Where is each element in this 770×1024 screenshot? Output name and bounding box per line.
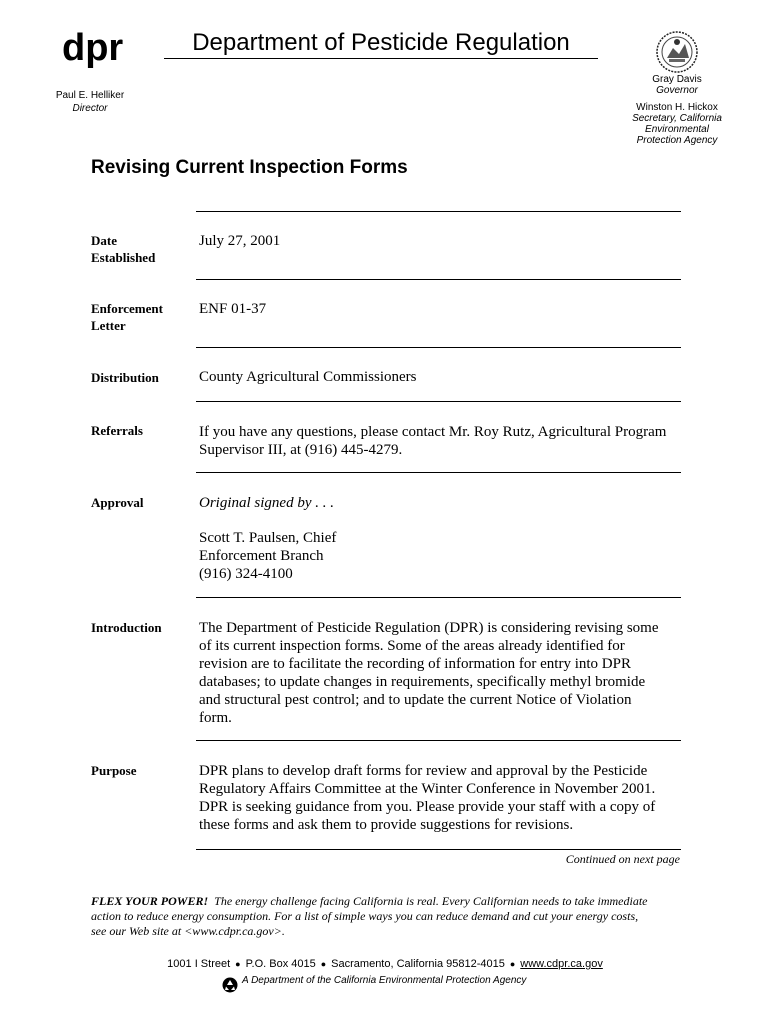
field-label-enforcement-letter: Enforcement Letter xyxy=(91,301,163,333)
field-value-date: July 27, 2001 xyxy=(199,233,281,249)
director-block xyxy=(30,89,150,115)
signer-branch: Enforcement Branch xyxy=(199,548,324,564)
recycle-icon xyxy=(222,977,238,993)
logo-text: dpr xyxy=(62,28,124,69)
address-city: Sacramento, California 95812-4015 xyxy=(331,958,505,970)
flex-line-3: see our Web site at <www.cdpr.ca.gov>. xyxy=(91,924,285,938)
signer-name: Scott T. Paulsen, Chief xyxy=(199,530,337,546)
divider xyxy=(196,849,681,850)
divider xyxy=(196,279,681,280)
website-link[interactable]: www.cdpr.ca.gov xyxy=(520,958,603,970)
state-seal-icon xyxy=(655,30,699,74)
signed-line: Original signed by . . . xyxy=(199,495,334,511)
divider xyxy=(196,347,681,348)
address-po: P.O. Box 4015 xyxy=(245,958,316,970)
divider xyxy=(196,211,681,212)
divider xyxy=(196,472,681,473)
field-value-distribution: County Agricultural Commissioners xyxy=(199,369,417,385)
field-value-referrals: If you have any questions, please contact Mr. Roy Rutz, Agricultural Program Supervisor III, at (916) 445-4279. xyxy=(199,424,667,458)
field-label-introduction: Introduction xyxy=(91,620,162,635)
field-value-introduction: The Department of Pesticide Regulation (DPR) is considering revising some of its current inspection forms. Some of the areas already identified for revision are to facilitate the recording of information for entry into DPR databases; to update changes in requirements, specifically methyl bromide and structural pest control; and to update the current Notice of Violation form. xyxy=(199,620,659,726)
director-name: Paul E. Helliker xyxy=(55,90,125,101)
continued-note: Continued on next page xyxy=(565,852,680,866)
governor-block xyxy=(620,74,734,146)
flex-your-power-notice xyxy=(91,894,691,939)
footer-address: 1001 I Street ● P.O. Box 4015 ● Sacramento, California 95812-4015 ● www.cdpr.ca.gov xyxy=(167,958,603,970)
dpr-logo xyxy=(62,28,124,76)
flex-lead: FLEX YOUR POWER! xyxy=(91,894,209,908)
secretary-title: Secretary, California xyxy=(632,113,722,124)
signer-phone: (916) 324-4100 xyxy=(199,566,293,582)
secretary-title-3: Protection Agency xyxy=(636,135,718,146)
divider xyxy=(196,401,681,402)
divider xyxy=(196,597,681,598)
secretary-title-2: Environmental xyxy=(645,124,709,135)
field-label-date-established: Date Established xyxy=(91,233,156,265)
field-value-approval xyxy=(199,494,681,583)
department-title: Department of Pesticide Regulation xyxy=(164,28,598,59)
secretary-name: Winston H. Hickox xyxy=(636,102,718,113)
flex-line-1: The energy challenge facing California is real. Every Californian needs to take immediate xyxy=(214,894,648,908)
director-title: Director xyxy=(72,103,108,114)
field-label-purpose: Purpose xyxy=(91,763,137,778)
governor-title: Governor xyxy=(656,85,698,96)
flex-line-2: action to reduce energy consumption. For a list of simple ways you can reduce demand and cut your energy costs, xyxy=(91,909,639,923)
field-label-referrals: Referrals xyxy=(91,423,143,438)
field-value-enforcement-letter: ENF 01-37 xyxy=(199,301,267,317)
field-label-distribution: Distribution xyxy=(91,370,159,385)
footer-tagline: A Department of the California Environmental Protection Agency xyxy=(242,975,527,986)
field-value-purpose: DPR plans to develop draft forms for review and approval by the Pesticide Regulatory Affairs Committee at the Winter Conference in November 2001. DPR is seeking guidance from you. Please provide your staff with a copy of these forms and ask them to provide suggestions for revisions. xyxy=(199,763,656,833)
divider xyxy=(196,740,681,741)
field-label-approval: Approval xyxy=(91,495,144,510)
address-street: 1001 I Street xyxy=(167,958,231,970)
governor-name: Gray Davis xyxy=(652,74,702,85)
document-title: Revising Current Inspection Forms xyxy=(91,157,408,178)
